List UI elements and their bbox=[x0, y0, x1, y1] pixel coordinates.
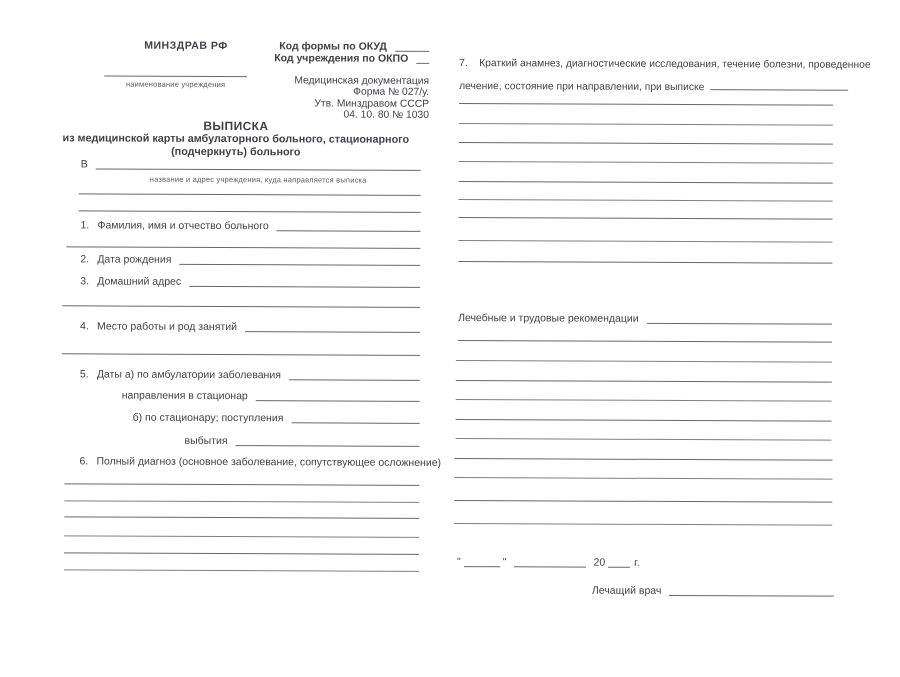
okud-blank-line bbox=[395, 51, 429, 52]
item-4-row bbox=[80, 320, 420, 333]
blank-line bbox=[459, 199, 833, 202]
doc-info-line: Медицинская документация bbox=[294, 75, 430, 87]
item-3-label: Домашний адрес bbox=[97, 275, 182, 288]
doc-info-block bbox=[251, 75, 429, 121]
item-5a-label: Даты а) по амбулатории заболевания bbox=[96, 368, 281, 382]
item-3-number: 3. bbox=[80, 275, 90, 288]
doctor-signature-blank-line bbox=[669, 595, 834, 597]
blank-line bbox=[64, 569, 419, 572]
item-5b-label: направления в стационар bbox=[121, 389, 248, 403]
item-2-row bbox=[80, 253, 420, 266]
blank-line bbox=[79, 210, 421, 212]
item-5b-row bbox=[122, 390, 420, 403]
item-5b-blank-line bbox=[256, 400, 420, 402]
form-title-block bbox=[41, 118, 431, 159]
blank-line bbox=[454, 458, 832, 461]
doctor-row bbox=[592, 585, 834, 598]
addressee-caption: название и адрес учреждения, куда направляется выписка bbox=[149, 174, 367, 185]
okpo-blank-line bbox=[416, 63, 429, 64]
item-7-paragraph bbox=[459, 52, 871, 100]
doc-info-line: 04. 10. 80 № 1030 bbox=[343, 109, 429, 121]
item-2-label: Дата рождения bbox=[97, 253, 172, 266]
recommendations-row bbox=[458, 312, 832, 326]
item-7-number: 7. bbox=[459, 58, 468, 70]
item-2-blank-line bbox=[179, 264, 420, 266]
recommendations-blank-line bbox=[647, 323, 832, 325]
item-1-label: Фамилия, имя и отчество больного bbox=[97, 219, 269, 233]
item-1-row bbox=[80, 219, 420, 232]
okud-row bbox=[279, 40, 429, 53]
item-5d-label: выбытия bbox=[184, 434, 228, 448]
item-2-number: 2. bbox=[80, 253, 90, 266]
item-5c-label: б) по стационару; поступления bbox=[132, 411, 284, 425]
blank-line bbox=[62, 305, 420, 308]
okpo-label: Код учреждения по ОКПО bbox=[274, 52, 409, 65]
item-6-number: 6. bbox=[79, 455, 89, 468]
blank-line bbox=[458, 340, 832, 343]
addressee-blank-line bbox=[96, 168, 421, 170]
page-right bbox=[449, 0, 900, 677]
doctor-label: Лечащий врач bbox=[591, 584, 662, 597]
blank-line bbox=[64, 500, 419, 503]
blank-line bbox=[459, 123, 833, 126]
date-month-blank-line bbox=[514, 566, 586, 567]
item-5c-blank-line bbox=[291, 422, 419, 424]
item-3-row bbox=[80, 275, 420, 288]
blank-line bbox=[64, 516, 419, 519]
date-row bbox=[457, 556, 687, 569]
item-4-label: Место работы и род занятий bbox=[97, 320, 238, 334]
blank-line bbox=[459, 181, 833, 184]
institution-blank-line bbox=[104, 75, 247, 77]
item-7-line1: 7. Краткий анамнез, диагностические исследования, течение болезни, проведенное bbox=[459, 52, 835, 77]
item-5-number: 5. bbox=[79, 368, 89, 381]
form-subtitle-line1: из медицинской карты амбулаторного больного, стационарного bbox=[62, 132, 410, 146]
date-day-blank-line bbox=[464, 566, 500, 567]
item-7-blank-line bbox=[710, 79, 848, 91]
ministry-label: МИНЗДРАВ РФ bbox=[144, 39, 228, 53]
doc-info-line: Утв. Минздравом СССР bbox=[314, 97, 430, 110]
blank-line bbox=[64, 552, 419, 555]
date-year-suffix: г. bbox=[634, 556, 640, 569]
doc-info-line: Форма № 027/у. bbox=[353, 86, 430, 99]
blank-line bbox=[459, 103, 833, 106]
item-5a-row bbox=[80, 368, 420, 381]
okpo-row bbox=[274, 52, 429, 65]
item-3-blank-line bbox=[189, 286, 420, 288]
close-quote: " bbox=[502, 556, 507, 569]
blank-line bbox=[456, 419, 832, 422]
blank-line bbox=[454, 500, 832, 503]
item-5d-blank-line bbox=[236, 445, 420, 447]
blank-line bbox=[458, 261, 832, 264]
blank-line bbox=[456, 360, 832, 363]
blank-line bbox=[64, 483, 419, 486]
blank-line bbox=[456, 438, 832, 441]
recommendations-label: Лечебные и трудовые рекомендации bbox=[458, 312, 639, 325]
form-subtitle-line2: (подчеркнуть) больного bbox=[171, 145, 301, 158]
item-1-number: 1. bbox=[80, 219, 90, 232]
blank-line bbox=[454, 477, 832, 480]
blank-line bbox=[64, 535, 419, 538]
institution-caption: наименование учреждения bbox=[125, 79, 226, 90]
date-year-blank-line bbox=[608, 567, 630, 568]
addressee-label: В bbox=[80, 158, 88, 171]
blank-line bbox=[62, 353, 420, 356]
blank-line bbox=[459, 217, 833, 220]
blank-line bbox=[459, 161, 833, 164]
blank-line bbox=[459, 142, 833, 145]
item-7-line2: лечение, состояние при направлении, при выписке bbox=[459, 75, 835, 100]
open-quote: " bbox=[456, 556, 461, 569]
blank-line bbox=[66, 246, 420, 249]
addressee-row bbox=[81, 158, 421, 171]
item-5d-row bbox=[185, 435, 420, 448]
item-4-number: 4. bbox=[80, 320, 89, 333]
item-1-blank-line bbox=[277, 230, 421, 232]
okud-label: Код формы по ОКУД bbox=[279, 40, 387, 53]
item-6-label: Полный диагноз (основное заболевание, сопутствующее осложнение) bbox=[96, 455, 442, 469]
blank-line bbox=[79, 193, 421, 195]
blank-line bbox=[456, 380, 832, 383]
date-century: 20 bbox=[593, 556, 606, 569]
item-5c-row bbox=[133, 412, 420, 425]
blank-line bbox=[458, 240, 832, 243]
item-4-blank-line bbox=[245, 331, 420, 333]
page-left bbox=[0, 0, 451, 675]
blank-line bbox=[454, 523, 832, 526]
item-6-row bbox=[79, 455, 442, 469]
blank-line bbox=[456, 399, 832, 402]
form-title: ВЫПИСКА bbox=[203, 118, 269, 134]
item-5a-blank-line bbox=[289, 379, 420, 381]
